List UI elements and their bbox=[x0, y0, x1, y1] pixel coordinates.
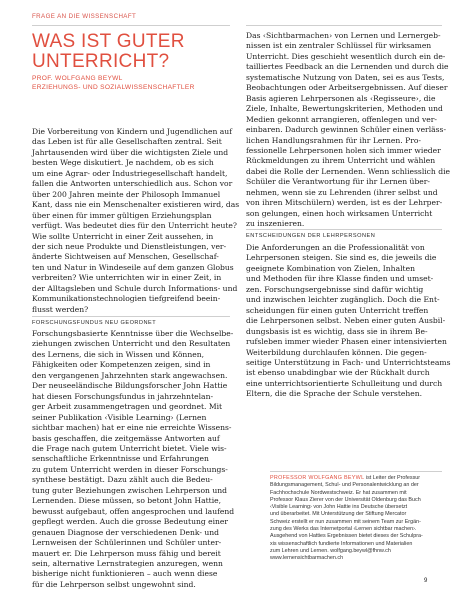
body-line: hat diesen Forschungsfundus in jahrzehntelan- bbox=[32, 391, 214, 401]
body-line: Unterricht. Dies geschieht wesentlich durch ein de- bbox=[246, 51, 446, 61]
bio-line: xis wissenschaftlich fundierte Informationen und Materialien bbox=[270, 540, 413, 547]
bio-first-line bbox=[270, 475, 442, 482]
body-line: für die Lehrperson selbst ungewohnt sind. bbox=[32, 579, 196, 589]
body-line: ist ebenso unabdingbar wie der Rückhalt durch bbox=[246, 368, 430, 378]
body-line: Das ‹Sichtbarmachen› von Lernen und Lernergeb- bbox=[246, 31, 441, 40]
body-line: synthese bestätigt. Dazu zählt auch die Bedeu- bbox=[32, 475, 213, 485]
bio-line: zung des Werks das Internetportal ‹Lernen sichtbar machen›. bbox=[270, 526, 417, 533]
body-line: zu gutem Unterricht werden in dieser Forschungs- bbox=[32, 464, 228, 474]
body-line: lichen Handlungsrahmen für ihr Lernen. Pro- bbox=[246, 135, 421, 145]
bio-line: ‹Visible Learning› von John Hattie ins Deutsche übersetzt bbox=[270, 504, 408, 511]
body-line: basis geschaffen, die zeitgemässe Antworten auf bbox=[32, 433, 220, 443]
left-section-rule bbox=[32, 316, 230, 317]
title-line: WAS IST GUTER bbox=[32, 31, 185, 52]
body-line: den vergangenen Jahrzehnten stark angewachsen. bbox=[32, 370, 228, 380]
body-line: von ihren Mitschülern) werden, ist es der Lehrper- bbox=[246, 198, 443, 208]
body-line: genauen Diagnose der verschiedenen Denk- und bbox=[32, 527, 220, 537]
body-line: senschaftliche Erkenntnisse und Erfahrungen bbox=[32, 454, 209, 464]
left-section-heading-wrap bbox=[32, 319, 238, 327]
body-line: sichtbar machen) hat er eine nie erreichte Wissens- bbox=[32, 423, 232, 433]
right-section-heading-wrap bbox=[246, 232, 446, 240]
bio-name: PROFESSOR WOLFGANG BEYWL bbox=[270, 475, 365, 481]
body-line: Kant, dass nie ein Menschenalter existieren wird, das bbox=[32, 200, 240, 210]
bio-line: Fachhochschule Nordwestschweiz. Er hat zusammen mit bbox=[270, 489, 407, 496]
body-line: Beobachtungen oder Arbeitsergebnissen. Auf dieser bbox=[246, 83, 448, 93]
bio-line: Schweiz erstellt er nun zusammen mit seinem Team zur Ergän- bbox=[270, 518, 421, 525]
body-line: flusst werden? bbox=[32, 304, 89, 314]
body-line: das Leben ist für alle Gesellschaften zentral. Seit bbox=[32, 137, 222, 147]
bio-rest bbox=[270, 482, 442, 562]
author-name: PROF. WOLFGANG BEYWL bbox=[32, 75, 123, 82]
body-line: gepflegt werden. Auch die grosse Bedeutung einer bbox=[32, 517, 229, 527]
body-line: Wie sollte Unterricht in einer Zeit aussehen, in bbox=[32, 231, 214, 241]
body-line: zen. Forschungsergebnisse sind dafür wichtig bbox=[246, 284, 424, 294]
body-line: Jahrtausenden wird über die wichtigsten Ziele und bbox=[32, 147, 229, 157]
body-line: Fähigkeiten oder Kompetenzen zeigen, sind in bbox=[32, 360, 211, 370]
body-line: der Alltagsleben und Schule durch Informations- und bbox=[32, 283, 238, 293]
body-line: über einen für immer gültigen Erziehungsplan bbox=[32, 210, 212, 220]
body-line: Weiterbildung durchlaufen können. Die gegen- bbox=[246, 347, 427, 357]
body-line: änderte Sichtweisen auf Menschen, Gesellschaf- bbox=[32, 252, 219, 262]
body-line: dungsbasis ist es wichtig, dass sie in ihrem Be- bbox=[246, 326, 428, 336]
body-line: Rückmeldungen zu ihrem Unterricht und wählen bbox=[246, 156, 436, 166]
body-line: besten Wege diskutiert. Je nachdem, ob es sich bbox=[32, 158, 214, 168]
bio-line: ist Leiter der Professur bbox=[365, 475, 421, 481]
bio-line: und überarbeitet. Mit Unterstützung der Stiftung Mercator bbox=[270, 511, 407, 518]
section-heading-forschungsfundus: FORSCHUNGSFUNDUS NEU GEORDNET bbox=[32, 320, 157, 326]
bio-line: Bildungsmanagement, Schul- und Personalentwicklung an der bbox=[270, 482, 419, 489]
body-line: Eltern, die die Sprache der Schule verstehen. bbox=[246, 389, 423, 399]
left-column-intro bbox=[32, 127, 238, 315]
right-column-section bbox=[246, 243, 451, 400]
left-column-section bbox=[32, 329, 238, 590]
body-line: seitige Unterstützung in Fach- und Unterrichtsteams bbox=[246, 357, 451, 367]
body-line: nehmen, wenn sie zu Lehrenden (ihrer selbst und bbox=[246, 187, 438, 197]
body-line: bewusst aufgebaut, offen angesprochen und laufend bbox=[32, 506, 235, 516]
body-line: Die Vorbereitung von Kindern und Jugendlichen auf bbox=[32, 127, 233, 136]
body-line: und inzwischen leichter zugänglich. Doch die Ent- bbox=[246, 295, 440, 305]
top-rule-right bbox=[246, 25, 442, 26]
body-line: dabei die Rolle der Lernenden. Wenn schliesslich die bbox=[246, 166, 451, 176]
page-title bbox=[32, 32, 232, 72]
body-line: fallen die Antworten unterschiedlich aus. Schon vor bbox=[32, 179, 233, 189]
body-line: Basis agieren Lehrpersonen als ‹Regisseure›, die bbox=[246, 93, 436, 103]
bio-line: www.lernensichtbarmachen.ch bbox=[270, 555, 344, 562]
body-line: Medien gekonnt arrangieren, offenlegen und ver- bbox=[246, 114, 437, 124]
body-line: Kommunikationstechnologien tiefgreifend beein- bbox=[32, 294, 221, 304]
body-line: bisherige nicht funktionieren – auch wenn diese bbox=[32, 569, 218, 579]
body-line: Forschungsbasierte Kenntnisse über die Wechselbe- bbox=[32, 329, 234, 338]
body-line: fessionelle Lehrpersonen holen sich immer wieder bbox=[246, 145, 441, 155]
body-line: ten und Natur in Windeseile auf dem ganzen Globus bbox=[32, 262, 234, 272]
body-line: eine unterrichtsorientierte Schulleitung und durch bbox=[246, 378, 443, 388]
body-line: verfügt. Was bedeutet dies für den Unterricht heute? bbox=[32, 221, 237, 231]
right-column-intro bbox=[246, 31, 451, 230]
body-line: der sich neue Produkte und Dienstleistungen, ver- bbox=[32, 241, 227, 251]
section-kicker: FRAGE AN DIE WISSENSCHAFT bbox=[32, 13, 137, 20]
body-line: um eine Agrar- oder Industriegesellschaft handelt, bbox=[32, 168, 228, 178]
body-line: über 200 Jahren meinte der Philosoph Immanuel bbox=[32, 189, 221, 199]
body-line: ger Arbeit zusammengetragen und geordnet. Mit bbox=[32, 402, 223, 412]
body-line: Der neuseeländische Bildungsforscher John Hattie bbox=[32, 381, 228, 391]
body-line: geeignete Kombination von Zielen, Inhalten bbox=[246, 263, 415, 273]
body-line: tailliertes Feedback an die Lernenden und durch die bbox=[246, 62, 449, 72]
section-heading-entscheidungen: ENTSCHEIDUNGEN DER LEHRPERSONEN bbox=[246, 233, 376, 239]
body-line: und Methoden für ihre Klasse finden und umset- bbox=[246, 274, 434, 284]
body-line: des Lernens, die sich in Wissen und Können, bbox=[32, 349, 205, 359]
body-line: Lehrpersonen steigen. Sie sind es, die jeweils die bbox=[246, 253, 437, 263]
body-line: Lernweisen der Schülerinnen und Schüler unter- bbox=[32, 538, 222, 548]
page-number: 9 bbox=[424, 578, 428, 584]
body-line: son gelungen, einen hoch wirksamen Unterricht bbox=[246, 208, 433, 218]
bio-rule bbox=[270, 471, 442, 472]
top-rule-left bbox=[32, 25, 230, 26]
body-line: systematische Nutzung von Daten, sei es aus Tests, bbox=[246, 72, 445, 82]
body-line: zu inszenieren. bbox=[246, 219, 305, 229]
body-line: verbreiten? Wie unterrichten wir in einer Zeit, in bbox=[32, 273, 222, 283]
bio-line: Ausgehend von Hatties Ergebnissen bietet dieses der Schulpra- bbox=[270, 533, 423, 540]
body-line: tung guter Beziehungen zwischen Lehrperson und bbox=[32, 485, 228, 495]
bio-line: Professor Klaus Zierer von der Universität Oldenburg das Buch bbox=[270, 496, 421, 503]
body-line: einbaren. Dadurch gewinnen Schüler einen verläss- bbox=[246, 125, 447, 135]
right-section-rule bbox=[246, 229, 442, 230]
body-line: rufsleben immer wieder Phasen einer intensivierten bbox=[246, 337, 447, 347]
body-line: Ziele, Inhalte, Bewertungskriterien, Methoden und bbox=[246, 104, 443, 114]
body-line: nissen ist ein zentraler Schlüssel für wirksamen bbox=[246, 41, 432, 51]
body-line: Die Anforderungen an die Professionalität von bbox=[246, 243, 425, 252]
body-line: die Frage nach gutem Unterricht bietet. Viele wis- bbox=[32, 443, 227, 453]
title-line: UNTERRICHT? bbox=[32, 51, 170, 72]
body-line: scheidungen für einen guten Unterricht treffen bbox=[246, 305, 429, 315]
bio-line: zum Lehren und Lernen. wolfgang.beywl@fhnw.ch bbox=[270, 547, 391, 554]
body-line: Schüler die Verantwortung für ihr Lernen über- bbox=[246, 177, 430, 187]
body-line: mauert er. Die Lehrperson muss fähig und bereit bbox=[32, 548, 221, 558]
author-block bbox=[32, 75, 232, 92]
body-line: ziehungen zwischen Unterricht und den Resultaten bbox=[32, 339, 231, 349]
body-line: seiner Publikation ‹Visible Learning› (Lernen bbox=[32, 412, 207, 422]
body-line: Lernenden. Diese müssen, so betont John Hattie, bbox=[32, 496, 222, 506]
author-bio bbox=[270, 475, 442, 563]
body-line: die Lehrpersonen selbst. Neben einer guten Ausbil- bbox=[246, 316, 446, 326]
author-role: ERZIEHUNGS- UND SOZIALWISSENSCHAFTLER bbox=[32, 83, 195, 91]
body-line: sein, alternative Lernstrategien anzuregen, wenn bbox=[32, 558, 223, 568]
